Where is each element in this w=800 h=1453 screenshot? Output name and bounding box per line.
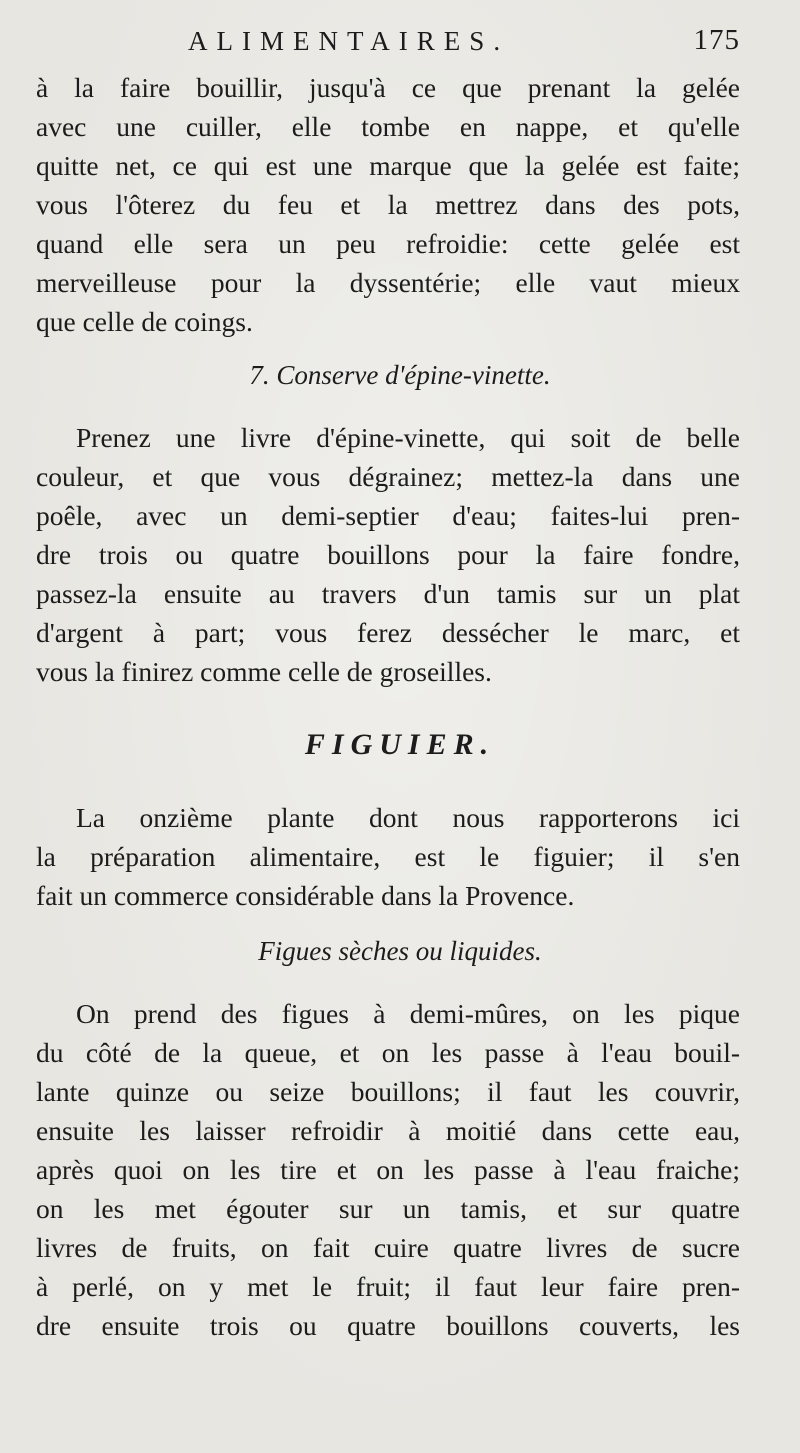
- running-head: ALIMENTAIRES.: [188, 26, 510, 56]
- paragraph-figuier: [36, 798, 740, 915]
- subheading-figues: Figues sèches ou liquides.: [258, 936, 542, 966]
- text-line: la préparation alimentaire, est le figuier; il s'en: [36, 841, 740, 872]
- text-line: après quoi on les tire et on les passe à l'eau fraiche;: [36, 1154, 740, 1185]
- text-line: du côté de la queue, et on les passe à l'eau bouil-: [36, 1037, 740, 1068]
- text-line: d'argent à part; vous ferez dessécher le marc, et: [36, 617, 740, 648]
- text-line: passez-la ensuite au travers d'un tamis sur un plat: [36, 578, 740, 609]
- text-line: vous l'ôterez du feu et la mettrez dans des pots,: [36, 189, 740, 220]
- text-line: vous la finirez comme celle de groseilles.: [36, 656, 492, 687]
- text-line: avec une cuiller, elle tombe en nappe, et qu'elle: [36, 111, 740, 142]
- paragraph-conserve: [36, 418, 740, 691]
- text-line: couleur, et que vous dégrainez; mettez-la dans une: [36, 461, 740, 492]
- subheading-conserve: 7. Conserve d'épine-vinette.: [249, 360, 551, 390]
- text-line: quitte net, ce qui est une marque que la gelée est faite;: [36, 150, 740, 181]
- text-line: dre ensuite trois ou quatre bouillons couverts, les: [36, 1310, 740, 1341]
- text-line: fait un commerce considérable dans la Provence.: [36, 880, 575, 911]
- text-line: lante quinze ou seize bouillons; il faut les couvrir,: [36, 1076, 740, 1107]
- text-line: poêle, avec un demi-septier d'eau; faites-lui pren-: [36, 500, 740, 531]
- text-line: La onzième plante dont nous rapporterons ici: [76, 802, 740, 833]
- text-line: merveilleuse pour la dyssentérie; elle vaut mieux: [36, 267, 740, 298]
- page-number: 175: [693, 24, 740, 56]
- text-line: à perlé, on y met le fruit; il faut leur faire pren-: [36, 1271, 740, 1302]
- text-line: livres de fruits, on fait cuire quatre livres de sucre: [36, 1232, 740, 1263]
- text-line: à la faire bouillir, jusqu'à ce que prenant la gelée: [36, 72, 740, 103]
- page-header: [180, 22, 740, 62]
- text-line: dre trois ou quatre bouillons pour la faire fondre,: [36, 539, 740, 570]
- text-line: Prenez une livre d'épine-vinette, qui soit de belle: [76, 422, 740, 453]
- text-line: que celle de coings.: [36, 306, 253, 337]
- text-line: ensuite les laisser refroidir à moitié dans cette eau,: [36, 1115, 740, 1146]
- text-line: on les met égouter sur un tamis, et sur quatre: [36, 1193, 740, 1224]
- section-title: FIGUIER.: [304, 728, 496, 761]
- text-line: On prend des figues à demi-mûres, on les pique: [76, 998, 740, 1029]
- paragraph-figues: [36, 994, 740, 1345]
- paragraph-gelee-end: [36, 68, 740, 341]
- text-line: quand elle sera un peu refroidie: cette gelée est: [36, 228, 740, 259]
